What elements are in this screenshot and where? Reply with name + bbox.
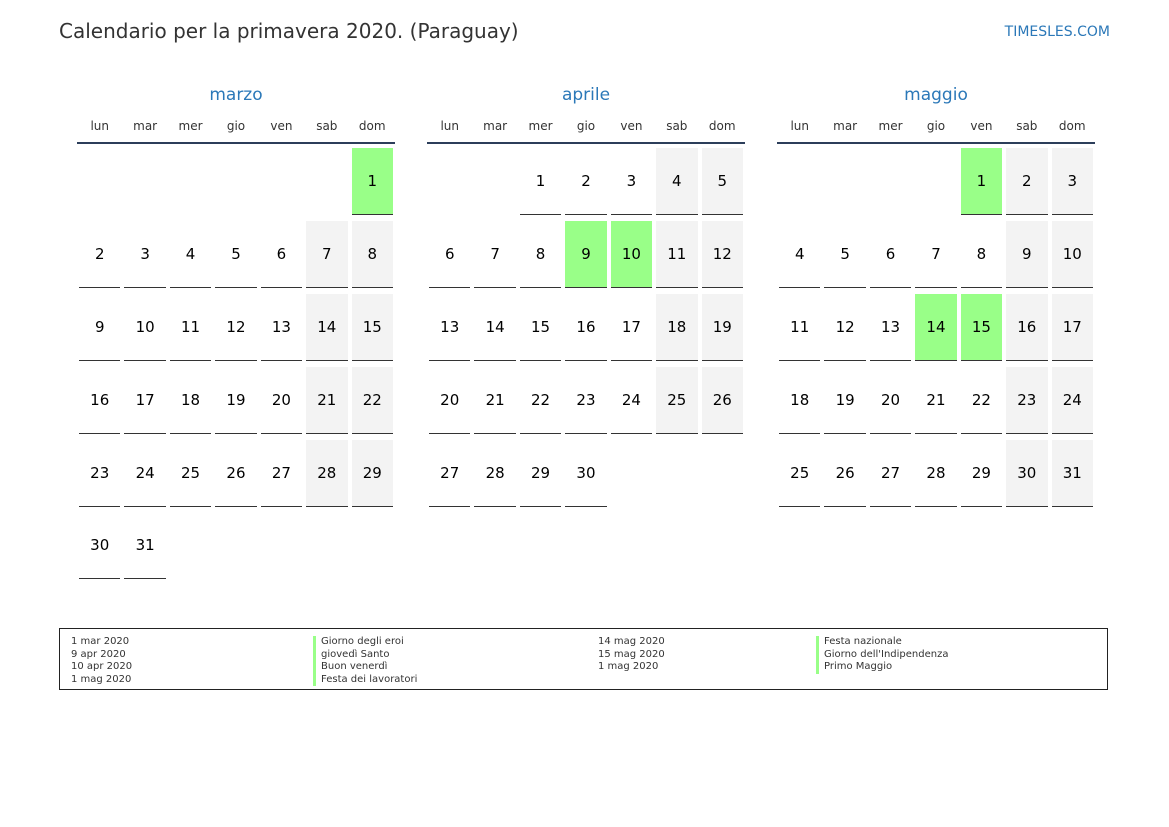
day-cell: 23: [565, 367, 606, 434]
empty-cell: [429, 148, 470, 215]
day-cell: 8: [520, 221, 561, 288]
weekday-label: ven: [970, 119, 993, 133]
legend-holiday-date: 1 mag 2020: [71, 673, 132, 685]
day-cell: 7: [474, 221, 515, 288]
day-cell: 18: [170, 367, 211, 434]
day-cell: 26: [702, 367, 743, 434]
day-cell: 22: [961, 367, 1002, 434]
weekday-header: [77, 110, 395, 144]
weekday-label: mar: [833, 119, 858, 133]
empty-cell: [170, 148, 211, 215]
legend-holiday-name: giovedì Santo: [313, 649, 417, 662]
legend-names-left: [313, 636, 417, 686]
day-cell: 1: [520, 148, 561, 215]
weekday-label: gio: [226, 119, 246, 133]
holiday-day-cell: 10: [611, 221, 652, 288]
day-cell: 20: [870, 367, 911, 434]
legend-holiday-name: Giorno degli eroi: [313, 636, 417, 649]
day-cell: 23: [79, 440, 120, 507]
holiday-day-cell: 14: [915, 294, 956, 361]
day-cell: 3: [124, 221, 165, 288]
legend-holiday-date: 10 apr 2020: [71, 661, 133, 672]
legend-holiday-name: Buon venerdì: [313, 661, 417, 674]
day-cell: 21: [474, 367, 515, 434]
month-name: marzo: [209, 85, 263, 105]
weekday-label: mer: [878, 119, 903, 133]
empty-cell: [306, 148, 347, 215]
day-cell: 2: [565, 148, 606, 215]
empty-cell: [215, 148, 256, 215]
empty-cell: [474, 148, 515, 215]
day-cell: 7: [915, 221, 956, 288]
days-grid: [777, 148, 1095, 512]
day-cell: 17: [124, 367, 165, 434]
holiday-day-cell: 9: [565, 221, 606, 288]
day-cell: 31: [1052, 440, 1093, 507]
day-cell: 20: [429, 367, 470, 434]
weekday-label: gio: [926, 119, 946, 133]
day-cell: 30: [565, 440, 606, 507]
holiday-legend: [59, 628, 1108, 690]
day-cell: 4: [170, 221, 211, 288]
day-cell: 30: [1006, 440, 1047, 507]
day-cell: 14: [306, 294, 347, 361]
day-cell: 8: [352, 221, 393, 288]
day-cell: 28: [915, 440, 956, 507]
day-cell: 4: [656, 148, 697, 215]
legend-names-right: [816, 636, 949, 674]
day-cell: 2: [1006, 148, 1047, 215]
weekday-label: dom: [358, 119, 386, 133]
day-cell: 27: [261, 440, 302, 507]
day-cell: 30: [79, 512, 120, 579]
day-cell: 13: [429, 294, 470, 361]
day-cell: 24: [1052, 367, 1093, 434]
day-cell: 25: [779, 440, 820, 507]
day-cell: 22: [352, 367, 393, 434]
days-grid: [77, 148, 395, 585]
day-cell: 26: [824, 440, 865, 507]
weekday-label: lun: [790, 119, 809, 133]
day-cell: 5: [215, 221, 256, 288]
day-cell: 29: [520, 440, 561, 507]
day-cell: 17: [1052, 294, 1093, 361]
weekday-label: sab: [666, 119, 688, 133]
legend-holiday-date: 1 mar 2020: [71, 636, 130, 647]
month-march: [77, 80, 395, 585]
day-cell: 31: [124, 512, 165, 579]
month-name: maggio: [904, 85, 968, 105]
day-cell: 21: [915, 367, 956, 434]
day-cell: 6: [429, 221, 470, 288]
day-cell: 16: [565, 294, 606, 361]
day-cell: 24: [124, 440, 165, 507]
day-cell: 5: [702, 148, 743, 215]
day-cell: 6: [870, 221, 911, 288]
day-cell: 29: [352, 440, 393, 507]
legend-holiday-date: 15 mag 2020: [598, 648, 665, 660]
day-cell: 18: [656, 294, 697, 361]
day-cell: 10: [1052, 221, 1093, 288]
day-cell: 28: [306, 440, 347, 507]
day-cell: 19: [702, 294, 743, 361]
holiday-day-cell: 15: [961, 294, 1002, 361]
empty-cell: [261, 148, 302, 215]
day-cell: 28: [474, 440, 515, 507]
empty-cell: [870, 148, 911, 215]
day-cell: 15: [352, 294, 393, 361]
page-title: Calendario per la primavera 2020. (Paraguay): [59, 19, 519, 43]
day-cell: 27: [429, 440, 470, 507]
day-cell: 7: [306, 221, 347, 288]
day-cell: 14: [474, 294, 515, 361]
weekday-header: [427, 110, 745, 144]
day-cell: 13: [261, 294, 302, 361]
weekday-label: mer: [528, 119, 553, 133]
legend-holiday-name: Giorno dell'Indipendenza: [816, 649, 949, 662]
weekday-label: gio: [576, 119, 596, 133]
day-cell: 11: [779, 294, 820, 361]
day-cell: 3: [1052, 148, 1093, 215]
weekday-label: sab: [1016, 119, 1038, 133]
day-cell: 11: [170, 294, 211, 361]
day-cell: 12: [215, 294, 256, 361]
day-cell: 22: [520, 367, 561, 434]
day-cell: 12: [824, 294, 865, 361]
weekday-label: mar: [133, 119, 158, 133]
day-cell: 29: [961, 440, 1002, 507]
day-cell: 19: [824, 367, 865, 434]
weekday-label: dom: [1058, 119, 1086, 133]
day-cell: 25: [656, 367, 697, 434]
day-cell: 16: [79, 367, 120, 434]
month-may: [777, 80, 1095, 512]
day-cell: 12: [702, 221, 743, 288]
weekday-label: ven: [620, 119, 643, 133]
day-cell: 15: [520, 294, 561, 361]
days-grid: [427, 148, 745, 512]
weekday-label: mar: [483, 119, 508, 133]
weekday-label: ven: [270, 119, 293, 133]
legend-holiday-date: 14 mag 2020: [598, 636, 665, 647]
legend-dates-left: [71, 636, 132, 686]
day-cell: 19: [215, 367, 256, 434]
holiday-day-cell: 1: [352, 148, 393, 215]
day-cell: 8: [961, 221, 1002, 288]
day-cell: 13: [870, 294, 911, 361]
site-link[interactable]: TIMESLES.COM: [1004, 24, 1110, 40]
holiday-day-cell: 1: [961, 148, 1002, 215]
month-name: aprile: [561, 85, 611, 105]
day-cell: 5: [824, 221, 865, 288]
day-cell: 16: [1006, 294, 1047, 361]
weekday-label: sab: [316, 119, 338, 133]
legend-holiday-date: 1 mag 2020: [598, 661, 659, 672]
weekday-label: lun: [90, 119, 109, 133]
day-cell: 27: [870, 440, 911, 507]
day-cell: 6: [261, 221, 302, 288]
day-cell: 2: [79, 221, 120, 288]
legend-dates-right: [598, 636, 665, 674]
day-cell: 11: [656, 221, 697, 288]
day-cell: 21: [306, 367, 347, 434]
day-cell: 4: [779, 221, 820, 288]
day-cell: 20: [261, 367, 302, 434]
weekday-label: dom: [708, 119, 736, 133]
day-cell: 24: [611, 367, 652, 434]
legend-holiday-name: Festa nazionale: [816, 636, 949, 649]
empty-cell: [79, 148, 120, 215]
day-cell: 9: [79, 294, 120, 361]
legend-holiday-name: Festa dei lavoratori: [313, 674, 417, 687]
weekday-label: mer: [178, 119, 203, 133]
month-april: [427, 80, 745, 512]
day-cell: 3: [611, 148, 652, 215]
empty-cell: [824, 148, 865, 215]
day-cell: 10: [124, 294, 165, 361]
day-cell: 17: [611, 294, 652, 361]
empty-cell: [779, 148, 820, 215]
day-cell: 23: [1006, 367, 1047, 434]
weekday-header: [777, 110, 1095, 144]
empty-cell: [124, 148, 165, 215]
day-cell: 18: [779, 367, 820, 434]
legend-holiday-date: 9 apr 2020: [71, 648, 126, 660]
day-cell: 25: [170, 440, 211, 507]
legend-holiday-name: Primo Maggio: [816, 661, 949, 674]
day-cell: 26: [215, 440, 256, 507]
day-cell: 9: [1006, 221, 1047, 288]
empty-cell: [915, 148, 956, 215]
weekday-label: lun: [440, 119, 459, 133]
